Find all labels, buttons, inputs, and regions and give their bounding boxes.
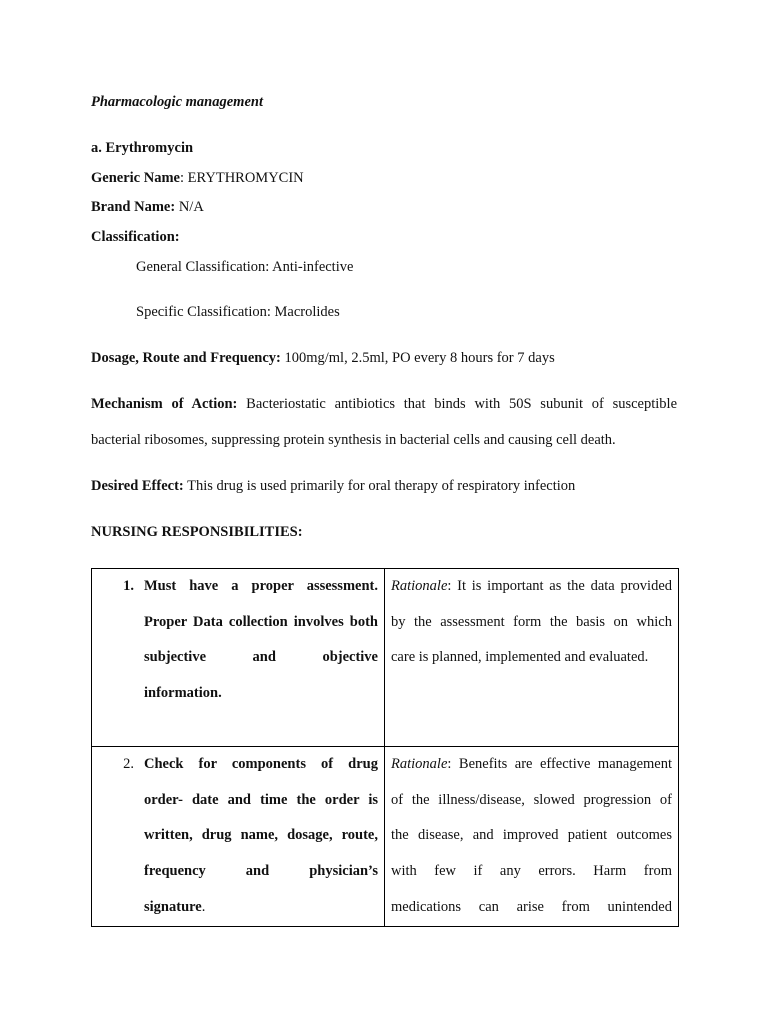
responsibility-cell: [92, 569, 385, 747]
rationale-text: : It is important as the data provided: [447, 578, 672, 594]
nursing-heading: NURSING RESPONSIBILITIES:: [91, 524, 303, 540]
desired-effect-label: Desired Effect:: [91, 478, 184, 494]
responsibility-line: written, drug name, dosage, route,: [144, 827, 378, 844]
desired-effect-line: [91, 478, 575, 495]
mechanism-line-2: bacterial ribosomes, suppressing protein synthesis in bacterial cells and causing cell death.: [91, 432, 616, 448]
section-title: Pharmacologic management: [91, 94, 263, 110]
table-row: [92, 747, 679, 927]
dosage-line: [91, 350, 555, 367]
brand-name-label: Brand Name:: [91, 199, 176, 215]
responsibility-line: information.: [144, 685, 222, 702]
nursing-responsibilities-table: [91, 568, 679, 927]
mechanism-line-1: [91, 396, 677, 413]
rationale-line: [391, 569, 672, 605]
rationale-text: : Benefits are effective management: [447, 756, 672, 772]
rationale-line: with few if any errors. Harm from: [391, 863, 672, 880]
rationale-line: care is planned, implemented and evaluated.: [391, 649, 649, 666]
rationale-line: medications can arise from unintended: [391, 898, 672, 915]
signature-word: signature: [144, 898, 202, 915]
drug-heading: a. Erythromycin: [91, 140, 194, 156]
responsibility-line: Must have a proper assessment.: [144, 578, 378, 594]
signature-period: .: [201, 898, 206, 915]
rationale-line: of the illness/disease, slowed progression of: [391, 791, 672, 808]
item-number: 2.: [123, 756, 134, 772]
mechanism-label: Mechanism of Action:: [91, 396, 238, 412]
responsibility-line: Check for components of drug: [144, 756, 378, 772]
generic-name-line: [91, 170, 304, 187]
specific-classification: Specific Classification: Macrolides: [136, 304, 340, 320]
brand-name-value: N/A: [175, 199, 204, 215]
document-page: [91, 0, 677, 1024]
rationale-label: Rationale: [391, 578, 448, 594]
general-classification: General Classification: Anti-infective: [136, 259, 354, 275]
brand-name-line: [91, 199, 204, 216]
responsibility-line: frequency and physician’s: [144, 863, 378, 880]
desired-effect-value: This drug is used primarily for oral therapy of respiratory infection: [183, 478, 576, 494]
rationale-label: Rationale: [391, 756, 448, 772]
responsibility-line: order- date and time the order is: [144, 791, 378, 808]
classification-label: Classification:: [91, 229, 180, 245]
rationale-cell: [385, 747, 679, 927]
generic-name-value: : ERYTHROMYCIN: [179, 170, 304, 186]
generic-name-label: Generic Name: [91, 170, 180, 186]
rationale-line: [391, 747, 672, 783]
responsibility-line: subjective and objective: [144, 649, 378, 666]
responsibility-cell: [92, 747, 385, 927]
dosage-value: 100mg/ml, 2.5ml, PO every 8 hours for 7 days: [280, 350, 555, 366]
dosage-label: Dosage, Route and Frequency:: [91, 350, 281, 366]
table-row: [92, 569, 679, 747]
rationale-line: by the assessment form the basis on which: [391, 613, 672, 630]
mechanism-text-1: Bacteriostatic antibiotics that binds with 50S subunit of susceptible: [246, 396, 678, 412]
rationale-line: the disease, and improved patient outcomes: [391, 827, 672, 844]
rationale-cell: [385, 569, 679, 747]
responsibility-line: [144, 890, 378, 926]
responsibility-line: Proper Data collection involves both: [144, 613, 378, 630]
item-number: 1.: [123, 578, 134, 594]
